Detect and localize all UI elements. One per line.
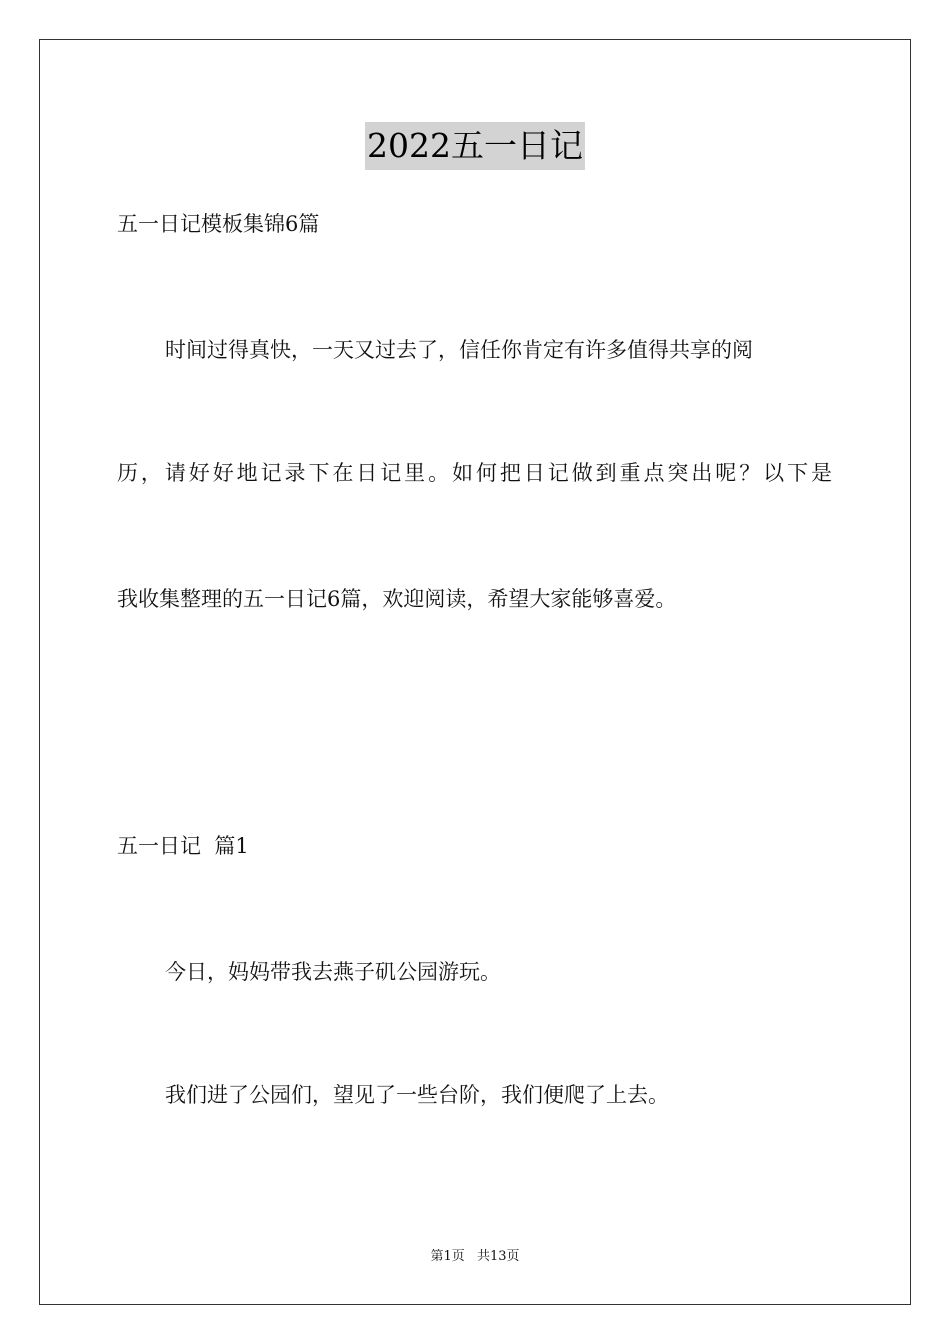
intro-line-3: 我收集整理的五一日记6篇，欢迎阅读，希望大家能够喜爱。 [117, 587, 677, 611]
page-total: 共13页 [476, 1249, 520, 1264]
page-footer [0, 1248, 950, 1266]
body-paragraph-2: 我们进了公园们，望见了一些台阶，我们便爬了上去。 [165, 1083, 669, 1107]
document-title: 2022五一日记 [365, 122, 585, 170]
subtitle: 五一日记模板集锦6篇 [117, 212, 320, 236]
body-paragraph-1: 今日，妈妈带我去燕子矶公园游玩。 [165, 960, 501, 984]
page-number: 第1页 [430, 1249, 465, 1264]
section-heading: 五一日记 篇1 [117, 834, 249, 858]
intro-line-2: 历，请好好地记录下在日记里。如何把日记做到重点突出呢？以下是 [117, 461, 832, 485]
intro-line-1: 时间过得真快，一天又过去了，信任你肯定有许多值得共享的阅 [165, 338, 753, 362]
